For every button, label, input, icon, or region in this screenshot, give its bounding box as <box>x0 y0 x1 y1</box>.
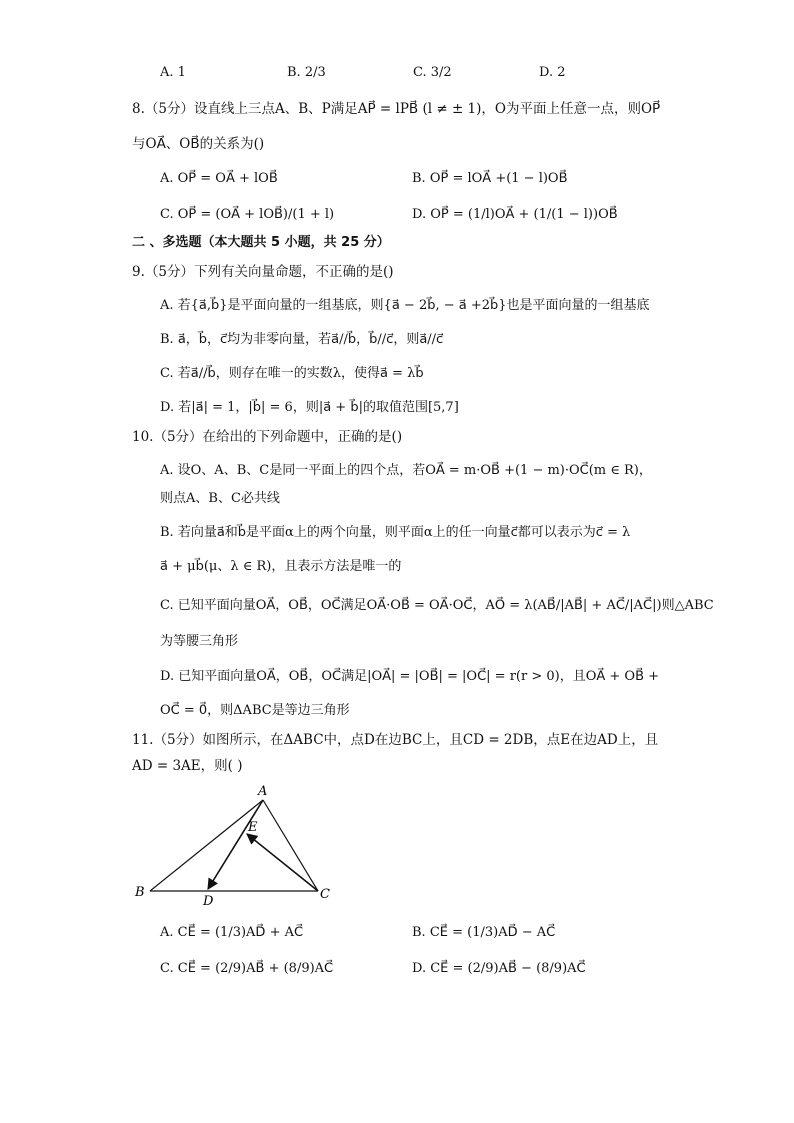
q8-option-d: D. OP⃗ = (1/l)OA⃗ + (1/(1 − l))OB⃗ <box>412 207 618 222</box>
q11-option-d: D. CE⃗ = (2/9)AB⃗ − (8/9)AC⃗ <box>412 961 586 976</box>
question-11-stem: 11.（5分）如图所示，在ΔABC中，点D在边BC上，且CD = 2DB，点E在边AD上，且 <box>132 732 659 748</box>
side-ab <box>150 800 263 891</box>
label-d: D <box>203 894 214 909</box>
section-2-heading: 二 、多选题（本大题共 5 小题，共 25 分） <box>132 235 390 250</box>
q10-option-d-line2: OC⃗ = 0⃗，则ΔABC是等边三角形 <box>160 703 350 718</box>
question-8-stem-cont: 与OA⃗、OB⃗的关系为() <box>132 136 265 152</box>
question-9-stem: 9.（5分）下列有关向量命题，不正确的是() <box>132 264 394 280</box>
q10-option-c-line2: 为等腰三角形 <box>160 634 239 649</box>
q10-option-a-line2: 则点A、B、C必共线 <box>160 491 280 506</box>
q10-option-b-line1: B. 若向量a⃗和b⃗是平面α上的两个向量，则平面α上的任一向量c⃗都可以表示为c⃗ = λ <box>160 525 631 540</box>
q8-option-a: A. OP⃗ = OA⃗ + lOB⃗ <box>160 171 278 186</box>
q10-option-a-line1: A. 设O、A、B、C是同一平面上的四个点，若OA⃗ = m·OB⃗ +(1 − m)·OC⃗(m ∈ R)， <box>160 463 652 478</box>
q9-option-a: A. 若{a⃗,b⃗}是平面向量的一组基底，则{a⃗ − 2b⃗, − a⃗ +2b⃗}也是平面向量的一组基底 <box>160 298 650 313</box>
q9-option-c: C. 若a⃗//b⃗，则存在唯一的实数λ，使得a⃗ = λb⃗ <box>160 366 424 381</box>
vector-ad <box>208 800 263 889</box>
q10-option-c-line1: C. 已知平面向量OA⃗，OB⃗，OC⃗满足OA⃗·OB⃗ = OA⃗·OC⃗，AO⃗ = λ(AB⃗/|AB⃗| + AC⃗/|AC⃗|)则△ABC <box>160 598 714 613</box>
q11-option-a: A. CE⃗ = (1/3)AD⃗ + AC⃗ <box>160 925 304 940</box>
question-10-stem: 10.（5分）在给出的下列命题中，正确的是() <box>132 429 403 445</box>
option-c: C. 3/2 <box>413 65 452 80</box>
label-c: C <box>320 887 330 902</box>
q9-option-d: D. 若|a⃗| = 1，|b⃗| = 6，则|a⃗ + b⃗|的取值范围[5,7] <box>160 400 459 415</box>
q8-option-c: C. OP⃗ = (OA⃗ + lOB⃗)/(1 + l) <box>160 207 335 222</box>
triangle-figure <box>130 782 340 910</box>
q8-option-b: B. OP⃗ = lOA⃗ +(1 − l)OB⃗ <box>412 171 568 186</box>
q11-option-b: B. CE⃗ = (1/3)AD⃗ − AC⃗ <box>412 925 556 940</box>
side-ac <box>263 800 318 891</box>
question-11-stem-cont: AD = 3AE，则( ) <box>132 758 243 774</box>
question-8-stem: 8.（5分）设直线上三点A、B、P满足AP⃗ = lPB⃗ (l ≠ ± 1)，O为平面上任意一点，则OP⃗ <box>132 101 661 117</box>
q11-option-c: C. CE⃗ = (2/9)AB⃗ + (8/9)AC⃗ <box>160 961 334 976</box>
label-b: B <box>135 885 145 900</box>
label-a: A <box>258 784 268 799</box>
q10-option-d-line1: D. 已知平面向量OA⃗，OB⃗，OC⃗满足|OA⃗| = |OB⃗| = |OC⃗| = r(r > 0)，且OA⃗ + OB⃗ + <box>160 669 660 684</box>
option-b: B. 2/3 <box>287 65 326 80</box>
option-d: D. 2 <box>539 65 566 80</box>
q10-option-b-line2: a⃗ + μb⃗(μ、λ ∈ R)，且表示方法是唯一的 <box>160 559 402 574</box>
label-e: E <box>248 820 258 835</box>
q9-option-b: B. a⃗，b⃗，c⃗均为非零向量，若a⃗//b⃗，b⃗//c⃗，则a⃗//c⃗ <box>160 332 444 347</box>
option-a: A. 1 <box>160 65 186 80</box>
vector-ce <box>247 834 318 891</box>
